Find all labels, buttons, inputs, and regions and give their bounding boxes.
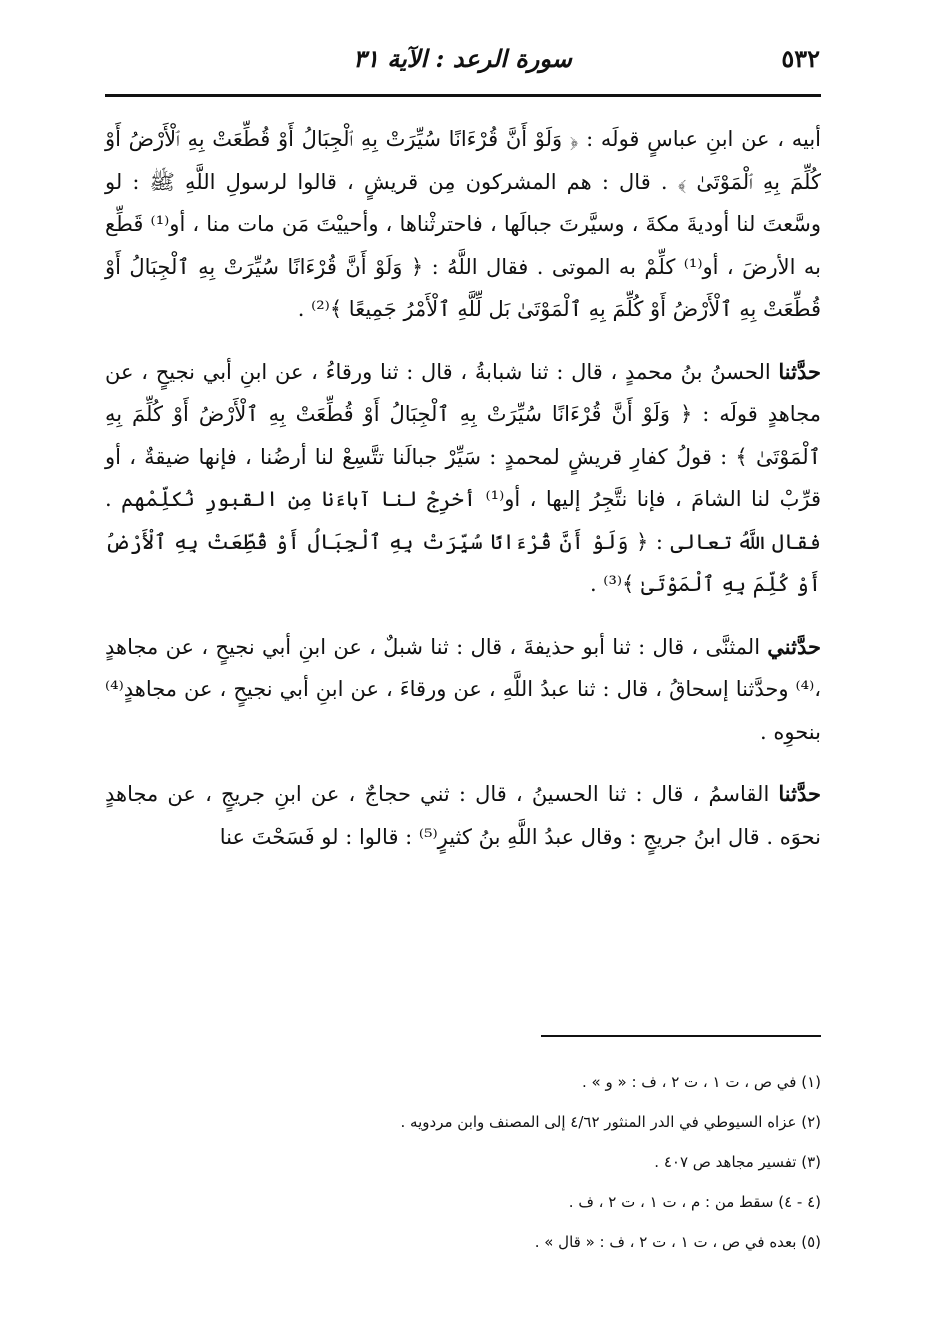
footnote-3: (٣) تفسير مجاهد ص ٤٠٧ . — [654, 1153, 821, 1171]
footnote-5: (٥) بعده في ص ، ت ١ ، ت ٢ ، ف : « قال » . — [534, 1233, 821, 1251]
page-header — [105, 38, 820, 94]
paragraph-lead: حدَّثنا — [778, 358, 821, 384]
paragraph-3 — [105, 626, 821, 754]
header-divider — [105, 94, 821, 97]
paragraph-2 — [105, 351, 821, 606]
footnote-4: (٤ - ٤) سقط من : م ، ت ١ ، ت ٢ ، ف . — [568, 1193, 821, 1211]
page-number: ٥٣٢ — [781, 44, 820, 73]
paragraph-lead: حدَّثني — [767, 633, 821, 659]
footnotes — [105, 1062, 821, 1262]
footnote-divider — [541, 1035, 821, 1037]
main-text — [105, 118, 821, 878]
paragraph-text: القاسمُ ، قال : ثنا الحسينُ ، قال : ثني حجاجٌ ، عن ابنِ جريجٍ ، عن مجاهدٍ نحوَه . قال ابنُ جريجٍ : وقال عبدُ اللَّهِ بنُ كثيرٍ⁽⁵⁾ : قالوا : لو فَسَحْتَ عنا — [105, 782, 821, 849]
running-title: سورة الرعد : الآية ٣١ — [353, 44, 572, 73]
paragraph-text: الحسنُ بنُ محمدٍ ، قال : ثنا شبابةُ ، قال : ثنا ورقاءُ ، عن ابنِ أبي نجيحٍ ، عن مجاهدٍ قولَه : ﴿ وَلَوْ أَنَّ قُرْءَانًا سُيِّرَتْ بِهِ ٱلْجِبَالُ أَوْ قُطِّعَتْ بِهِ ٱلْأَرْضُ أَوْ كُلِّمَ بِهِ ٱلْمَوْتَىٰ ﴾ : قولُ كفارِ قريشٍ لمحمدٍ : سَيِّرْ جبالَنا تتَّسِعْ لنا أرضُنا ، فإنها ضيقةٌ ، أو قرِّبْ لنا الشامَ ، فإنا نتَّجِرُ إليها ، أو⁽¹⁾ أخرِجْ لنا آباءَنا مِن القبورِ نُكلِّمْهم . فقال اللَّهُ تعالى : ﴿ وَلَوْ أَنَّ قُرْءَانًا سُيِّرَتْ بِهِ ٱلْجِبَالُ أَوْ قُطِّعَتْ بِهِ ٱلْأَرْضُ أَوْ كُلِّمَ بِهِ ٱلْمَوْتَىٰ ﴾⁽³⁾ . — [105, 359, 821, 596]
footnote-2: (٢) عزاه السيوطي في الدر المنثور ٤/٦٢ إلى المصنف وابن مردويه . — [400, 1113, 821, 1131]
paragraph-1 — [105, 118, 821, 331]
paragraph-text: المثنَّى ، قال : ثنا أبو حذيفةَ ، قال : ثنا شبلٌ ، عن ابنِ أبي نجيحٍ ، عن مجاهدٍ ،⁽⁴⁾ وحدَّثنا إسحاقُ ، قال : ثنا عبدُ اللَّهِ ، عن ورقاءَ ، عن ابنِ أبي نجيحٍ ، عن مجاهدٍ⁽⁴⁾ بنحوِه . — [105, 634, 821, 744]
paragraph-4 — [105, 773, 821, 858]
footnote-1: (١) في ص ، ت ١ ، ت ٢ ، ف : « و » . — [582, 1073, 821, 1091]
paragraph-lead: حدَّثنا — [778, 781, 821, 806]
paragraph-text: أبيه ، عن ابنِ عباسٍ قولَه : ﴿ وَلَوْ أَنَّ قُرْءَانًا سُيِّرَتْ بِهِ ٱلْجِبَالُ أَوْ قُطِّعَتْ بِهِ ٱلْأَرْضُ أَوْ كُلِّمَ بِهِ ٱلْمَوْتَىٰ ﴾ . قال : هم المشركون مِن قريشٍ ، قالوا لرسولِ اللَّهِ ﷺ : لو وسَّعتَ لنا أوديةَ مكةَ ، وسيَّرتَ جبالَها ، فاحترثْناها ، وأحييْتَ مَن مات منا ، أو⁽¹⁾ قَطِّع به الأرضَ ، أو⁽¹⁾ كلِّمْ به الموتى . فقال اللَّهُ : ﴿ وَلَوْ أَنَّ قُرْءَانًا سُيِّرَتْ بِهِ ٱلْجِبَالُ أَوْ قُطِّعَتْ بِهِ ٱلْأَرْضُ أَوْ كُلِّمَ بِهِ ٱلْمَوْتَىٰ بَل لِّلَّهِ ٱلْأَمْرُ جَمِيعًا ﴾⁽²⁾ . — [105, 127, 822, 321]
